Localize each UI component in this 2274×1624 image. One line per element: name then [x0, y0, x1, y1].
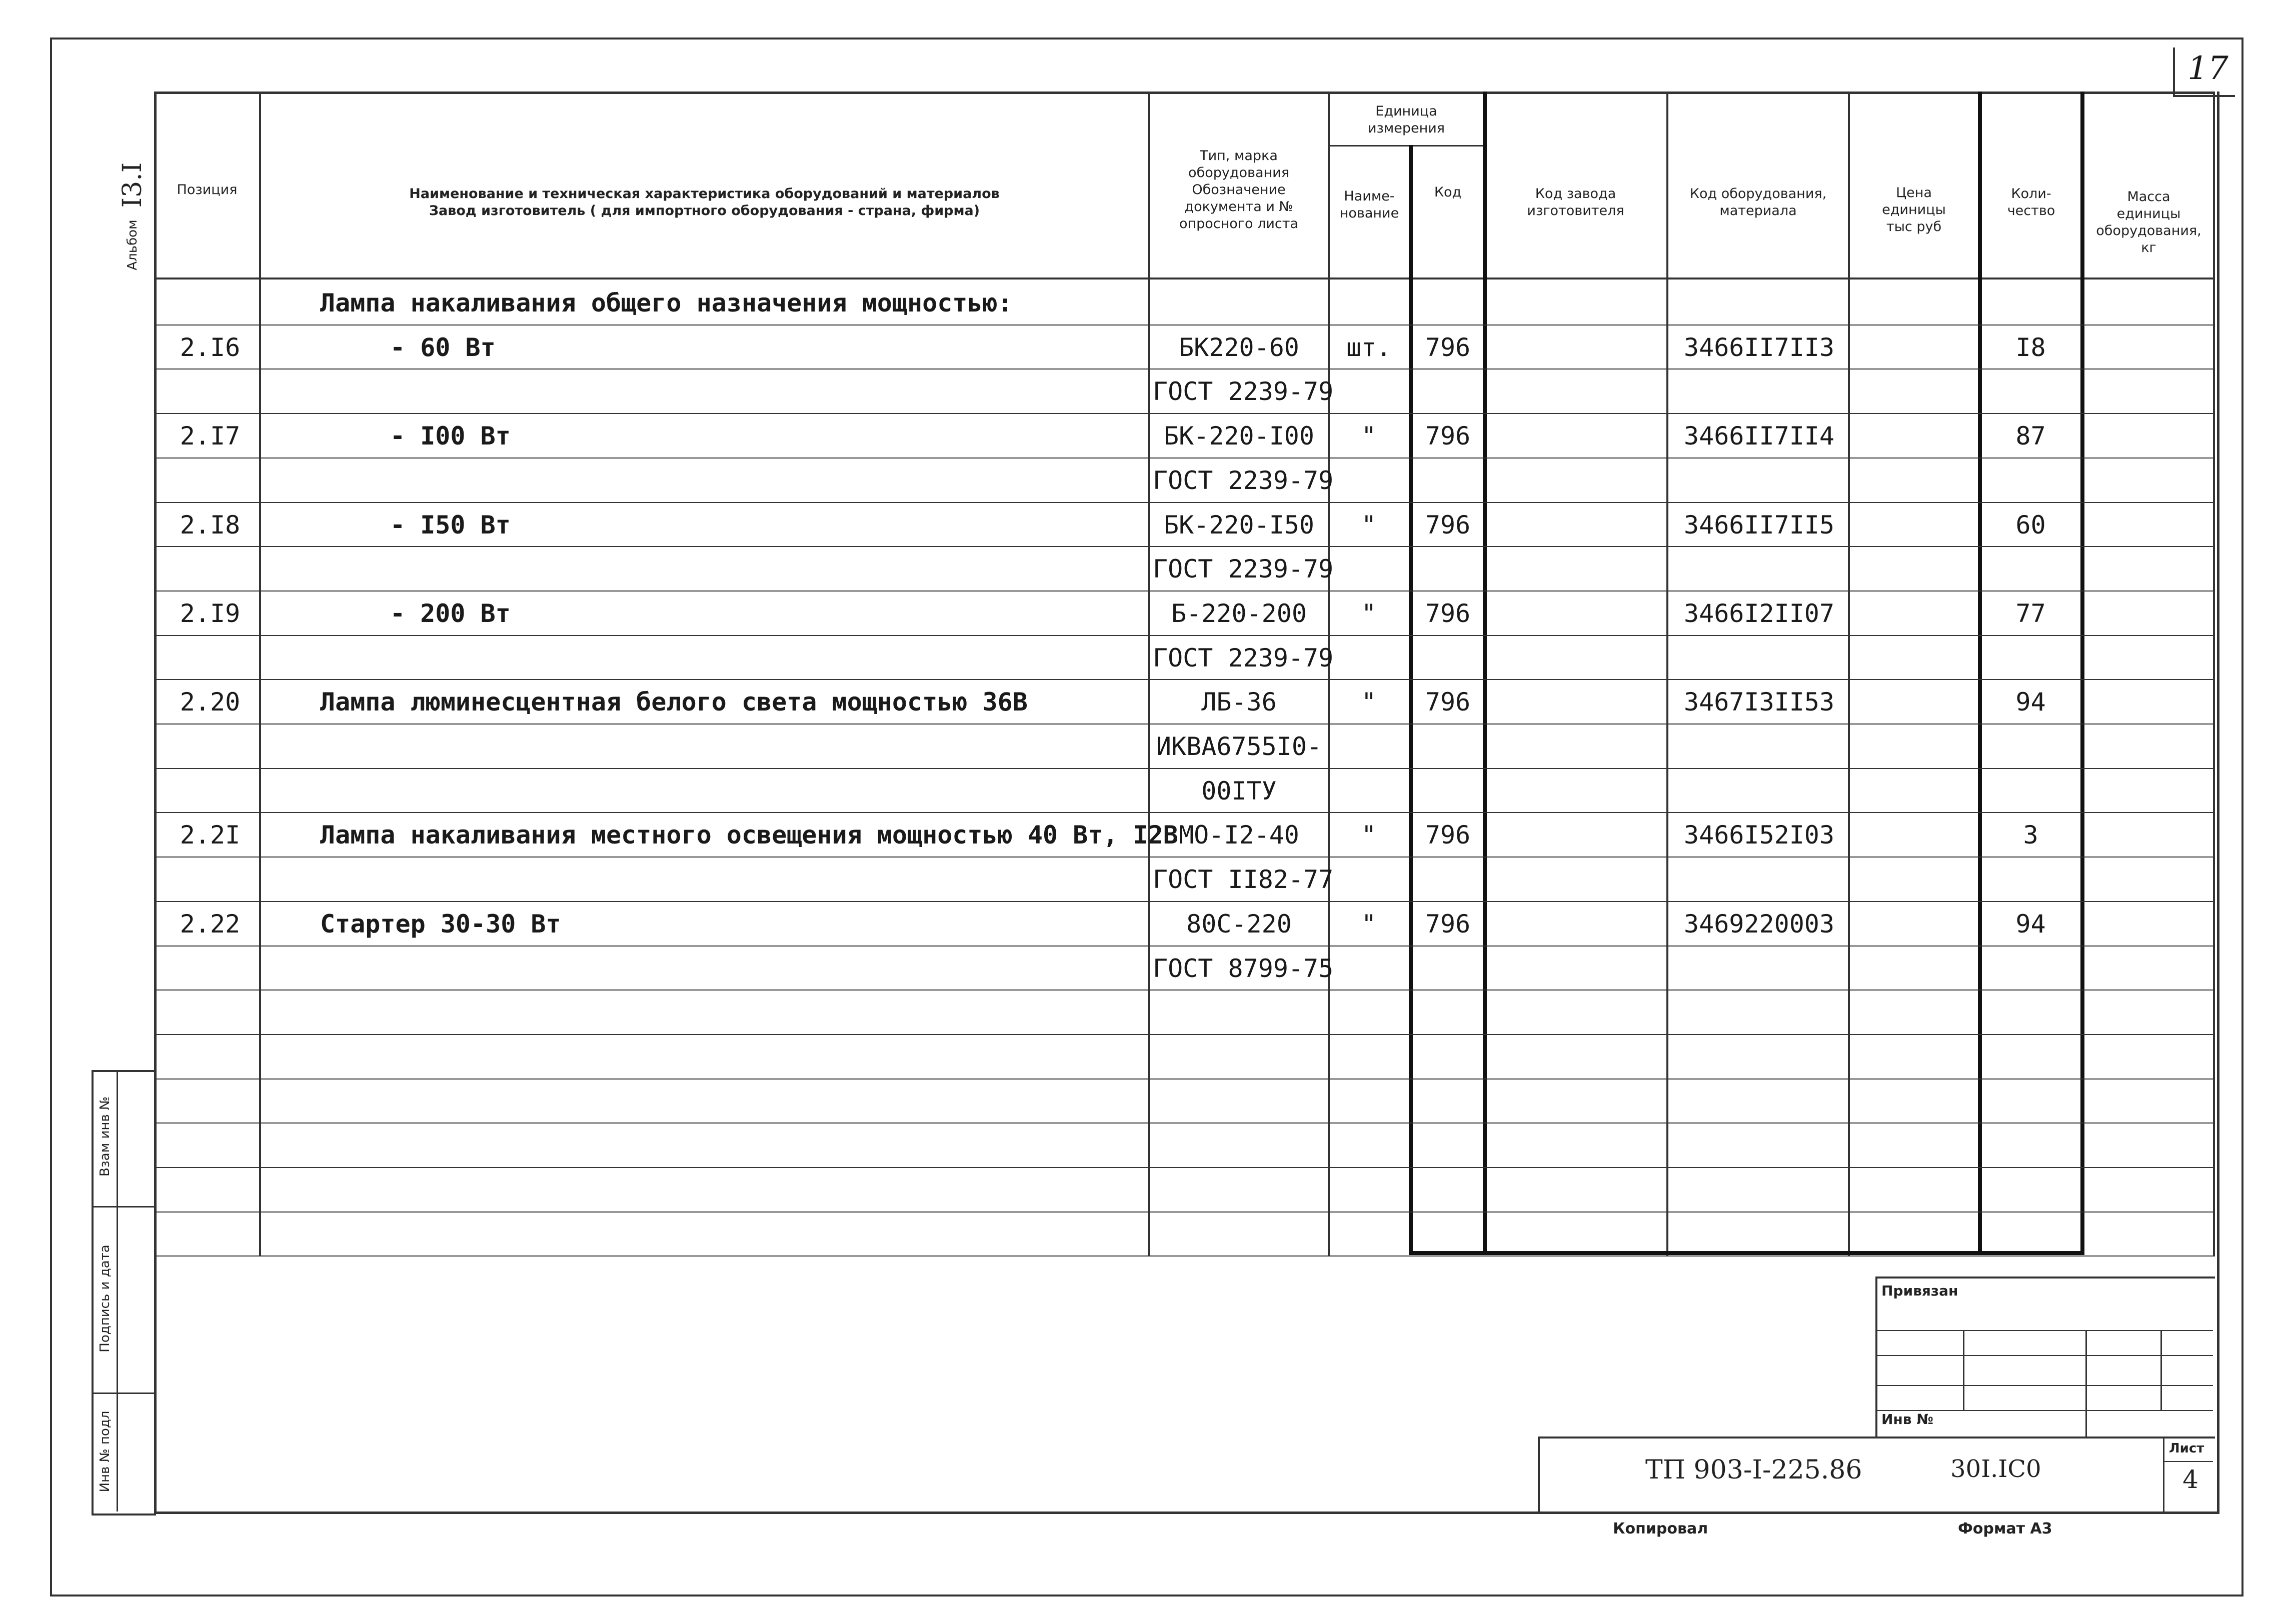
header-name: Наименование и техническая характеристика оборудований и материалов Завод изготовитель ( для импортного оборудования - страна, фирма) [409, 186, 1000, 218]
row-name: Лампа накаливания местного освещения мощностью 40 Вт, I2В [320, 820, 1178, 850]
row-separator [154, 856, 2214, 858]
col-line-position-name [259, 92, 261, 1256]
col-line-unitname-code [1409, 145, 1413, 1252]
row-separator [154, 546, 2214, 547]
row-type: БК220-60 [1179, 333, 1299, 362]
row-type: 00IТУ [1201, 776, 1277, 806]
header-position: Позиция [177, 182, 238, 198]
row-name: - 200 Вт [390, 599, 511, 628]
row-name: Лампа накаливания общего назначения мощностью: [320, 288, 1013, 318]
row-position: 2.20 [180, 688, 241, 716]
side-label-sign-date: Подпись и дата [98, 1244, 113, 1352]
stamp-line-3 [1875, 1385, 2213, 1386]
row-separator [154, 635, 2214, 636]
row-separator [154, 679, 2214, 680]
row-position: 2.22 [180, 910, 241, 938]
row-unit-name: " [1361, 599, 1377, 628]
header-unit-code: Код [1434, 184, 1462, 200]
header-equipment-code: Код оборудования, материала [1689, 186, 1827, 218]
row-unit-name: " [1361, 510, 1377, 540]
row-unit-code: 796 [1425, 820, 1471, 850]
stamp-line-2 [1875, 1355, 2213, 1356]
row-name: - I00 Вт [390, 422, 511, 450]
stamp-inv-label: Инв № [1881, 1411, 1933, 1428]
row-separator [154, 1034, 2214, 1035]
row-name: Стартер 30-30 Вт [320, 910, 561, 938]
album-number: I3.I [118, 162, 148, 208]
row-quantity: 77 [2015, 599, 2046, 628]
row-quantity: 60 [2015, 510, 2046, 540]
row-equipment-code: 3466II7II5 [1683, 510, 1835, 540]
row-position: 2.I6 [180, 333, 241, 362]
col-line-right [2213, 92, 2215, 1256]
row-unit-code: 796 [1425, 510, 1471, 540]
row-quantity: 94 [2015, 688, 2046, 716]
row-separator [154, 324, 2214, 326]
row-position: 2.I9 [180, 599, 241, 628]
row-name: - 60 Вт [390, 333, 496, 362]
header-bottom-line [154, 278, 2214, 280]
col-line-factory-equip [1666, 92, 1668, 1256]
row-equipment-code: 3466II7II3 [1683, 333, 1835, 362]
stamp-doc-code: ТП 903-I-225.86 [1645, 1455, 1862, 1485]
row-equipment-code: 3467I3II53 [1683, 688, 1835, 716]
stamp-doc-block [1538, 1436, 2215, 1514]
row-type: БК-220-I00 [1163, 422, 1315, 450]
header-mass: Масса единицы оборудования, кг [2096, 189, 2201, 256]
row-type: Б-220-200 [1171, 599, 1307, 628]
header-type: Тип, марка оборудования Обозначение документа и № опросного листа [1179, 148, 1299, 232]
stamp-sheet-number: 4 [2182, 1465, 2198, 1494]
row-unit-name: " [1361, 688, 1377, 716]
stamp-bound-label: Привязан [1881, 1282, 1958, 1299]
row-quantity: 94 [2015, 910, 2046, 938]
row-position: 2.I7 [180, 422, 241, 450]
stamp-line-1 [1875, 1330, 2213, 1331]
stamp-vline-1 [1963, 1330, 1964, 1410]
row-separator [154, 812, 2214, 813]
stamp-sheet-code: 30I.IC0 [1950, 1455, 2041, 1483]
side-label-inv-orig: Инв № подл [98, 1410, 113, 1492]
row-unit-name: " [1361, 910, 1377, 938]
side-strip-inner [117, 1070, 118, 1512]
row-separator [154, 502, 2214, 503]
row-equipment-code: 3466I2II07 [1683, 599, 1835, 628]
stamp-sheet-label: Лист [2169, 1441, 2204, 1456]
row-type: ГОСТ II82-77 [1153, 865, 1334, 894]
album-prefix: Альбом [125, 220, 140, 270]
row-type: ГОСТ 2239-79 [1153, 466, 1334, 495]
row-separator [154, 1167, 2214, 1168]
row-unit-code: 796 [1425, 333, 1471, 362]
row-type: ГОСТ 2239-79 [1153, 377, 1334, 406]
row-unit-code: 796 [1425, 910, 1471, 938]
unit-subheader-line [1328, 145, 1483, 146]
row-type: ГОСТ 2239-79 [1153, 554, 1334, 584]
row-separator [154, 590, 2214, 592]
stamp-vline-3 [2160, 1330, 2162, 1410]
row-type: ГОСТ 8799-75 [1153, 954, 1334, 983]
row-unit-name: " [1361, 422, 1377, 450]
row-type: ИКВА6755I0- [1156, 732, 1322, 761]
stamp-copied-label: Копировал [1613, 1520, 1708, 1538]
col-line-type-unit [1328, 92, 1330, 1256]
row-type: ГОСТ 2239-79 [1153, 644, 1334, 672]
page-number: 17 [2187, 50, 2228, 87]
row-position: 2.2I [180, 820, 241, 850]
row-separator [154, 1122, 2214, 1124]
table-top-line [154, 92, 2214, 94]
row-equipment-code: 3466I52I03 [1683, 820, 1835, 850]
row-name: - I50 Вт [390, 510, 511, 540]
row-type: МО-I2-40 [1179, 820, 1299, 850]
bold-bottom-line [1409, 1251, 2084, 1255]
row-name: Лампа люминесцентная белого света мощностью 36В [320, 688, 1028, 716]
row-unit-name: шт. [1346, 333, 1392, 362]
row-type: ЛБ-36 [1201, 688, 1277, 716]
header-unit: Единица измерения [1367, 104, 1445, 136]
row-unit-code: 796 [1425, 422, 1471, 450]
row-quantity: 87 [2015, 422, 2046, 450]
side-strip-div-1 [92, 1206, 154, 1208]
header-quantity: Коли- чество [2007, 186, 2055, 218]
col-line-name-type [1148, 92, 1150, 1256]
row-type: БК-220-I50 [1163, 510, 1315, 540]
stamp-sheet-divider [2163, 1436, 2164, 1512]
col-line-equip-price [1848, 92, 1850, 1256]
stamp-format-label: Формат А3 [1958, 1520, 2052, 1538]
side-label-replace-inv: Взам инв № [98, 1096, 113, 1176]
row-unit-code: 796 [1425, 688, 1471, 716]
row-quantity: 3 [2023, 820, 2038, 850]
row-separator [154, 368, 2214, 370]
row-separator [154, 413, 2214, 414]
row-separator [154, 768, 2214, 769]
row-equipment-code: 3466II7II4 [1683, 422, 1835, 450]
row-unit-code: 796 [1425, 599, 1471, 628]
header-factory-code: Код завода изготовителя [1527, 186, 1624, 218]
header-unit-name: Наиме- нование [1339, 188, 1399, 221]
stamp-sheet-line [2163, 1461, 2213, 1462]
row-separator [154, 901, 2214, 902]
row-unit-name: " [1361, 820, 1377, 850]
row-quantity: I8 [2015, 333, 2046, 362]
row-equipment-code: 3469220003 [1683, 910, 1835, 938]
row-position: 2.I8 [180, 510, 241, 540]
header-price: Цена единицы тыс руб [1882, 185, 1946, 234]
stamp-vline-2 [2085, 1330, 2087, 1436]
row-separator [154, 1078, 2214, 1080]
row-type: 80С-220 [1186, 910, 1292, 938]
